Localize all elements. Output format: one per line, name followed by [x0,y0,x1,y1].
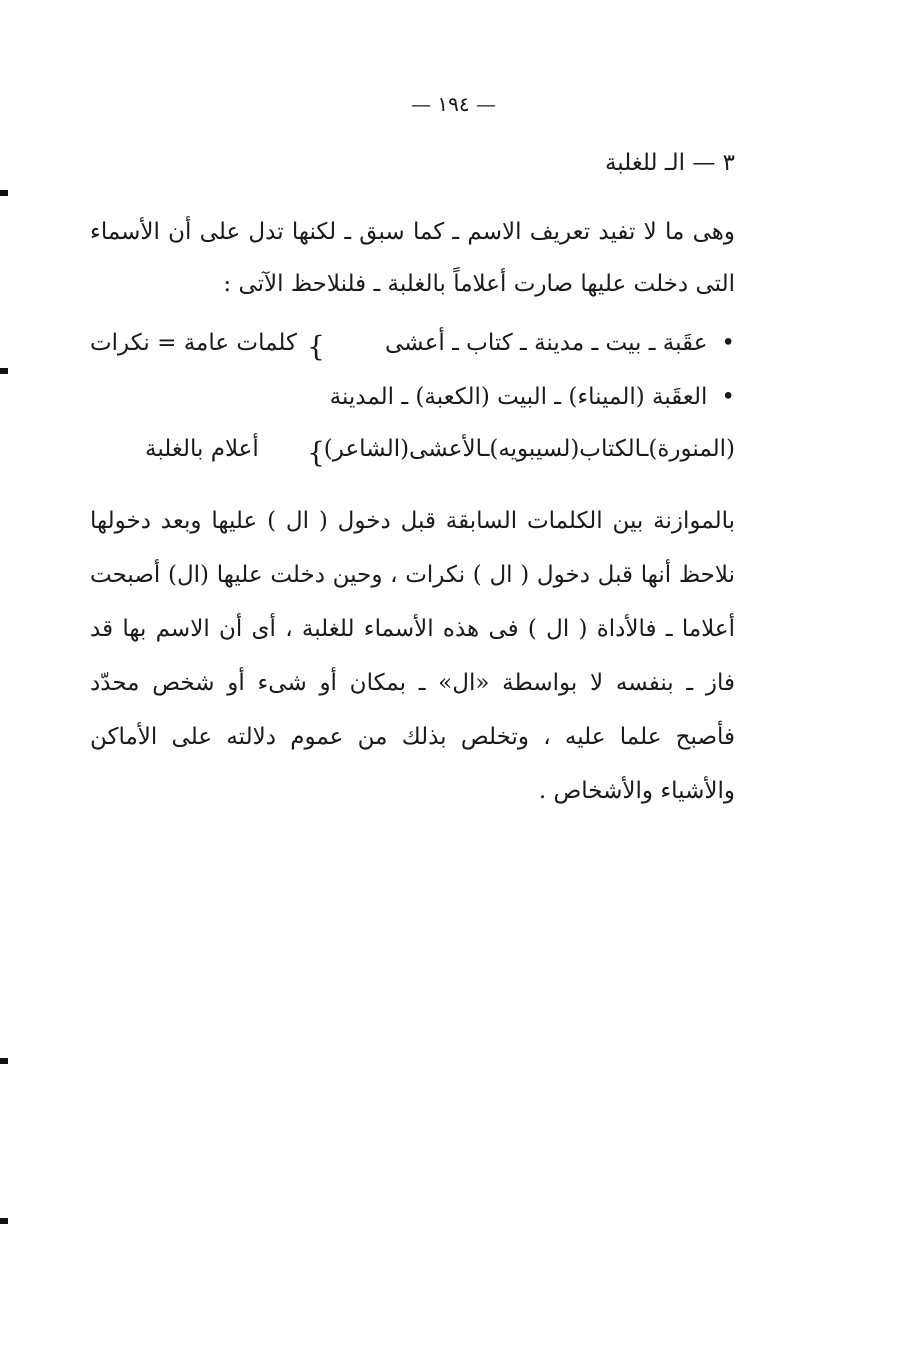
example-proper-line1: • العقَبة (الميناء) ـ البيت (الكعبة) ـ المدينة [330,384,735,410]
example-common-words: • عقَبة ـ بيت ـ مدينة ـ كتاب ـ أعشى [385,330,735,356]
section-heading: ٣ — الـ للغلبة [604,150,735,176]
scan-edge-mark [0,1058,8,1064]
example-common-label: كلمات عامة = نكرات [90,330,297,356]
conclusion-paragraph: بالموازنة بين الكلمات السابقة قبل دخول ( ال ) عليها وبعد دخولها نلاحظ أنها قبل دخول ( ال ) نكرات ، وحين دخلت عليها (ال) أصبحت أعلاما ـ فالأداة ( ال ) فى هذه الأسماء للغلبة ، أى أن الاسم بها قد فاز ـ بنفسه لا بواسطة «ال» ـ بمكان أو شىء أو شخص محدّد فأصبح علما عليه ، وتخلص بذلك من عموم دلالته على الأماكن والأشياء والأشخاص . [90,508,735,804]
example-row-common [90,330,735,370]
example-proper-line2: (المنورة)ـالكتاب(لسيبويه)ـالأعشى(الشاعر) [323,436,735,462]
scan-edge-mark [0,1218,8,1224]
example-row-proper-1 [90,384,735,424]
intro-paragraph: وهى ما لا تفيد تعريف الاسم ـ كما سبق ـ لكنها تدل على أن الأسماء التى دخلت عليها صارت أعلاماً بالغلبة ـ فلنلاحظ الآتى : [90,219,735,297]
brace-proper: } [307,436,325,469]
scan-edge-mark [0,368,8,374]
example-row-proper-2 [90,436,735,476]
example-proper-label: أعلام بالغلبة [145,436,259,462]
brace-common: } [307,330,325,363]
page-number: — ١٩٤ — [411,92,496,116]
scan-edge-mark [0,190,8,196]
